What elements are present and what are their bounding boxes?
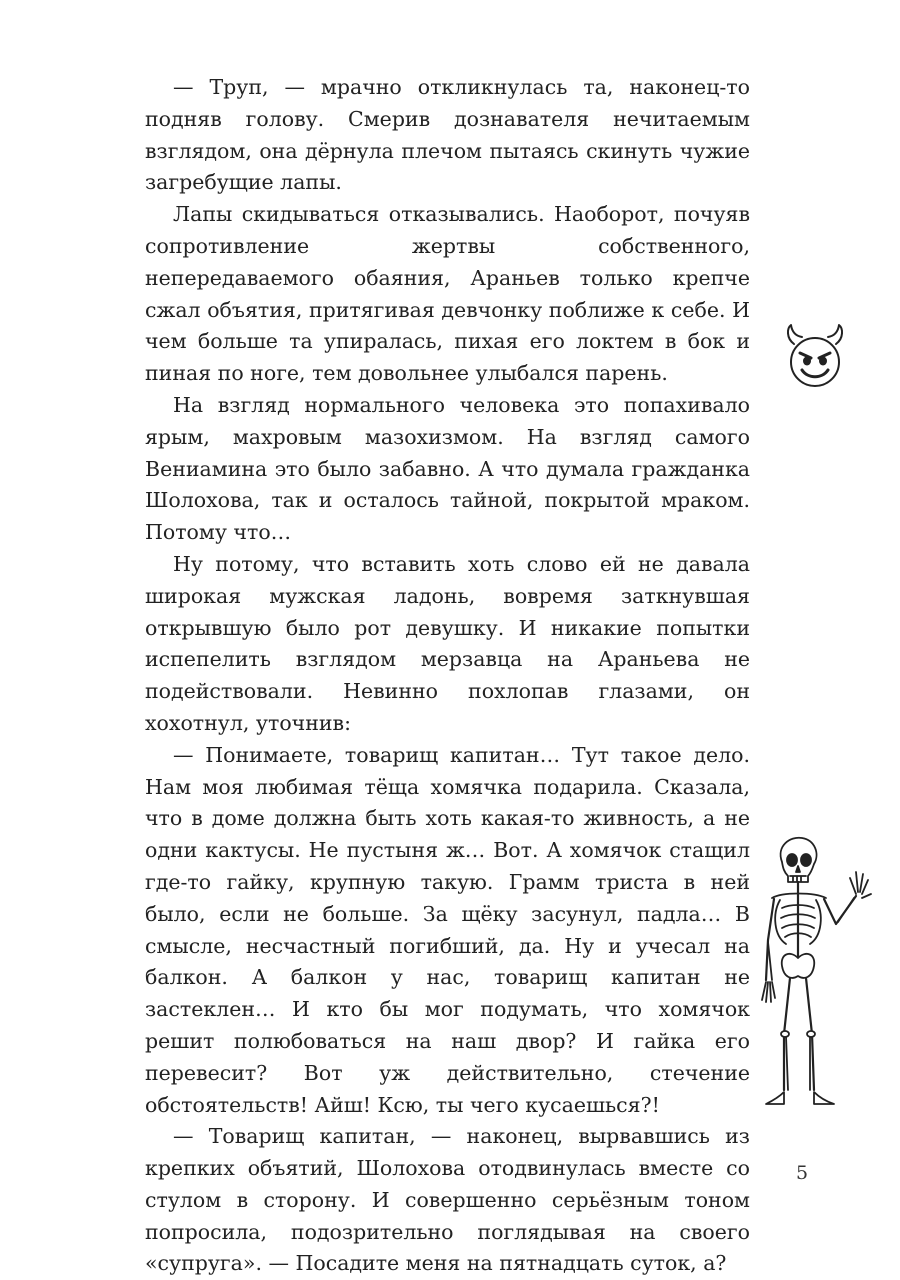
paragraph: — Понимаете, товарищ капитан… Тут такое дело. Нам моя любимая тёща хомячка подарила. Сказала, что в доме должна быть хоть какая-то живность, а не одни кактусы. Не пустыня ж… Вот. А хомячок стащил где-то гайку, крупную такую. Грамм триста в ней было, если не больше. За щёку засунул, падла… В смысле, несчастный погибший, да. Ну и учесал на балкон. А балкон у нас, товарищ капитан не застеклен… И кто бы мог подумать, что хомячок решит полюбоваться на наш двор? И гайка его перевесит? Вот уж действительно, стечение обстоятельств! Айш! Ксю, ты чего кусаешься?! xyxy=(145,742,750,1117)
page-number: 5 xyxy=(796,1162,809,1184)
paragraph: На взгляд нормального человека это попахивало ярым, махровым мазохизмом. На взгляд самого Вениамина это было забавно. А что думала гражданка Шолохова, так и осталось тайной, покрытой мраком. Потому что… xyxy=(145,392,750,545)
paragraph: Лапы скидываться отказывались. Наоборот, почуяв сопротивление жертвы собственного, непередаваемого обаяния, Араньев только крепче сжал объятия, притягивая девчонку поближе к себе. И чем больше та упиралась, пихая его локтем в бок и пиная по ноге, тем довольнее улыбался парень. xyxy=(145,202,750,386)
waving-skeleton xyxy=(760,832,875,1122)
paragraph: Ну потому, что вставить хоть слово ей не давала широкая мужская ладонь, вовремя заткнувшая открывшую было рот девушку. И никакие попытки испепелить взглядом мерзавца на Араньева не подействовали. Невинно похлопав глазами, он хохотнул, уточнив: xyxy=(145,551,750,735)
paragraph: — Труп, — мрачно откликнулась та, наконец-то подняв голову. Смерив дознавателя нечитаемым взглядом, она дёрнула плечом пытаясь скинуть чужие загребущие лапы. xyxy=(145,75,750,195)
devil-emoji-icon xyxy=(780,322,850,392)
body-text xyxy=(145,72,750,1280)
paragraph: — Товарищ капитан, — наконец, вырвавшись из крепких объятий, Шолохова отодвинулась вместе со стулом в сторону. И совершенно серьёзным тоном попросила, подозрительно поглядывая на своего «супруга». — Посадите меня на пятнадцать суток, а? xyxy=(145,1124,750,1276)
